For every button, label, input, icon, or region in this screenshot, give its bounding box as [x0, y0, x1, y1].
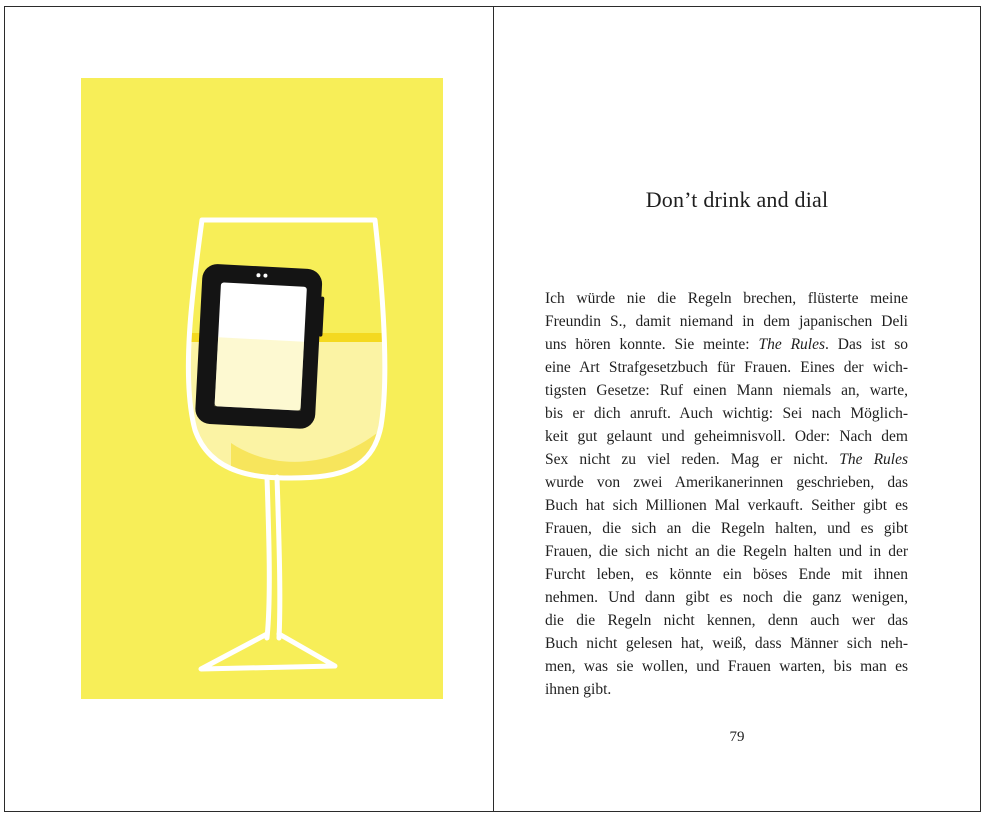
book-title-italic: The Rules — [758, 336, 826, 353]
text-line — [545, 540, 908, 563]
text-run: Frauen, die sich nicht an die Regeln halten und in der — [545, 543, 908, 560]
text-run: eine Art Strafgesetzbuch für Frauen. Eines der wich- — [545, 359, 908, 376]
text-line — [545, 448, 908, 471]
text-run: Frauen, die sich an die Regeln halten, und es gibt — [545, 520, 908, 537]
text-line — [545, 356, 908, 379]
wine-glass-phone-illustration — [81, 78, 443, 699]
text-run: wurde von zwei Amerikanerinnen geschrieben, das — [545, 474, 908, 491]
left-page — [4, 6, 495, 812]
text-run: . Das ist so — [825, 336, 908, 353]
illustration-svg — [81, 78, 443, 699]
text-line — [545, 425, 908, 448]
text-line — [545, 609, 908, 632]
page-number: 79 — [729, 729, 745, 745]
text-run: ihnen gibt. — [545, 681, 612, 698]
text-line — [545, 632, 908, 655]
text-line — [545, 655, 908, 678]
text-run: Buch hat sich Millionen Mal verkauft. Seither gibt es — [545, 497, 908, 514]
text-line — [545, 494, 908, 517]
text-run: Ich würde nie die Regeln brechen, flüsterte meine — [545, 290, 908, 307]
text-run: bis er dich anruft. Auch wichtig: Sei nach Möglich- — [545, 405, 908, 422]
text-run: men, was sie wollen, und Frauen warten, bis man es — [545, 658, 908, 675]
text-run: Buch nicht gelesen hat, weiß, dass Männer sich neh- — [545, 635, 908, 652]
text-line — [545, 517, 908, 540]
smartphone-icon — [195, 263, 326, 429]
text-run: nehmen. Und dann gibt es noch die ganz wenigen, — [545, 589, 908, 606]
text-run: Sex nicht zu viel reden. Mag er nicht. — [545, 451, 840, 468]
book-title-italic: The Rules — [839, 451, 909, 468]
text-run: tigsten Gesetze: Ruf einen Mann niemals an, warte, — [545, 382, 908, 399]
text-line — [545, 471, 908, 494]
right-page — [493, 6, 981, 812]
text-line — [545, 310, 908, 333]
text-line — [545, 379, 908, 402]
text-run: Furcht leben, es könnte ein böses Ende mit ihnen — [545, 566, 908, 583]
chapter-title: Don’t drink and dial — [645, 187, 829, 212]
text-line — [545, 563, 908, 586]
text-line — [545, 287, 908, 310]
text-run: keit gut gelaunt und geheimnisvoll. Oder: Nach dem — [545, 428, 908, 445]
text-line — [545, 333, 908, 356]
text-run: Freundin S., damit niemand in dem japanischen Deli — [545, 313, 908, 330]
text-line — [545, 586, 908, 609]
body-text — [545, 287, 908, 701]
text-run: uns hören konnte. Sie meinte: — [545, 336, 759, 353]
text-line — [545, 678, 908, 701]
text-run: die die Regeln nicht kennen, denn auch wer das — [545, 612, 908, 629]
text-line — [545, 402, 908, 425]
